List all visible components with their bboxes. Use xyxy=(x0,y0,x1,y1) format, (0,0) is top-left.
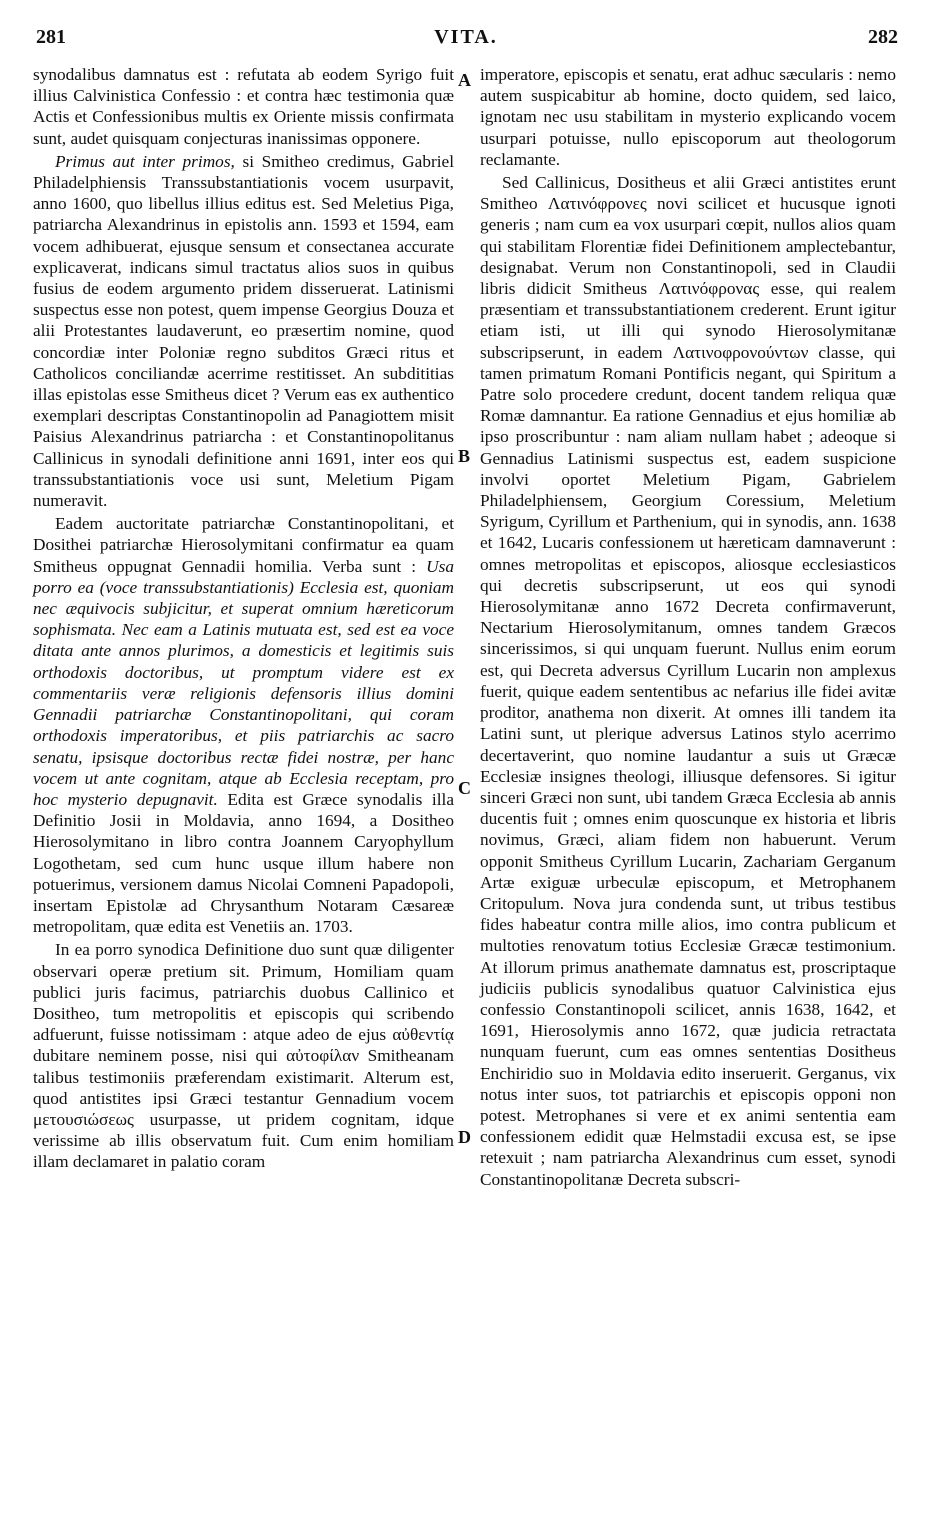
left-paragraph-3-quote: Usa porro ea (voce transsubstantiationis) Ecclesia est, quoniam nec æquivocis subjicitur, et superat omnium hæreticorum sophismata. Nec eam a Latinis mutuata est, sed est ea voce ditata ante annos plurimos, a domesticis et legitimis suis orthodoxis doctoribus, ut promptum videre est ex commentariis veræ religionis defensoris illius domini Gennadii patriarchæ Constantinopolitani, qui coram orthodoxis imperatoribus, et piis patriarchis ac sacro senatu, ipsisque doctoribus rectæ fidei nostræ, per hanc vocem ut ante cognitam, atque ab Ecclesia receptam, pro hoc mysterio depugnavit. xyxy=(33,556,454,809)
left-paragraph-4: In ea porro synodica Definitione duo sunt quæ diligenter observari operæ pretium sit. Primum, Homiliam quam publici juris facimus, patriarchis duobus Callinico et Dositheo, tum metropolitis et episcopis qui scribendo adfuerunt, fuisse notissimam : atque adeo de ejus αὐθεντίᾳ dubitare neminem posse, nisi qui αὐτοφίλαν Smitheanam talibus testimoniis præferendam existimarit. Alterum est, quod antistites ipsi Græci testantur Gennadium vocem μετουσιώσεως usurpasse, ut pridem cognitam, idque verissime ab illis observatum fuit. Cum enim homiliam illam declamaret in palatio coram xyxy=(33,940,454,1172)
right-column xyxy=(480,64,896,1190)
left-paragraph-2-text: si Smitheo credimus, Gabriel Philadelphiensis Transsubstantiationis vocem usurpavit, anno 1600, quo libellus illius editus est. Sed Meletius Piga, patriarcha Alexandrinus in epistolis ann. 1593 et 1594, eam vocem adhibuerat, ejusque sensum et consectanea accurate explicaverat, indicans simul tractatus alios suos in quibus fusius de eodem argumento pridem disseruerat. Latinismi suspectus esse non potest, quem impense Georgius Douza et alii Protestantes laudaverunt, eo præsertim nomine, quod concordiæ inter Poloniæ regno subditos Græci ritus et Catholicos conciliandæ acerrime restitisset. An subdititias illas epistolas esse Smitheus dicet ? Verum eas ex authentico exemplari descriptas Constantinopolin ad Panagiottem misit Paisius Alexandrinus patriarcha : et Constantinopolitanus Callinicus in synodali definitione anni 1691, inter eos qui transsubstantiationis voce usi sunt, Meletium Pigam numeravit. xyxy=(33,151,454,511)
left-column xyxy=(33,64,454,1173)
left-paragraph-3 xyxy=(33,513,454,937)
running-title: VITA. xyxy=(434,26,498,48)
page-header xyxy=(28,26,904,58)
page-number-right: 282 xyxy=(868,26,898,48)
right-paragraph-1: imperatore, episcopis et senatu, erat adhuc sæcularis : nemo autem suspicabitur ab homine, docto quidem, sed laico, ignotam nec usu stabilitam in mysterio explicando vocem usurpari potuisse, nullo episcoporum aut theologorum reclamante. xyxy=(480,65,896,169)
margin-marker-a: A xyxy=(458,70,471,90)
page-number-left: 281 xyxy=(36,26,66,48)
margin-marker-b: B xyxy=(458,446,471,466)
right-paragraph-2: Sed Callinicus, Dositheus et alii Græci antistites erunt Smitheo Λατινόφρονες novi scilicet et hucusque ignoti generis ; nam cum ea vox usurpari cœpit, nullos alios quam qui stabilitam Florentiæ fidei Definitionem amplectebantur, designabat. Verum non Constantinopoli, sed in Claudii libris didicit Smitheus Λατινόφρονας esse, qui realem præsentiam et transsubstantiationem crederent. Erunt igitur etiam isti, ut illi qui synodo Hierosolymitanæ subscripserunt, in eadem Λατινοφρονούντων classe, qui tamen primatum Romani Pontificis negant, qui Spiritum a Patre solo procedere credunt, docent tandem reliqua quæ Romæ damnantur. Ea ratione Gennadius et ejus homiliæ ab ipso proscribuntur : nam aliam nullam habet ; adeoque si Gennadius Latinismi suspectus est, eadem suspicione involvi oportet Meletium Pigam, Gabrielem Philadelphiensem, Georgium Coressium, Meletium Syrigum, Cyrillum et Parthenium, qui in synodis, ann. 1638 et 1642, Lucaris confessionem ut hæreticam damnaverunt : omnes metropolitas et episcopos, aliosque ecclesiasticos qui decretis subscripserunt, ut eos qui synodi Hierosolymitanæ anno 1672 Decreta confirmaverunt, Nectarium Hierosolymitanum, omnes tandem Græcos sincerissimos, si qui unquam fuerunt. Nullus enim eorum est, qui Decreta adversus Cyrillum Lucarin non amplexus fuerit, quique eadem sententibus ac nefarius ille fidei avitæ proditor, anathema non dixerit. At omnes illi tandem ita Latini sunt, ut plerique adversus Latinos stylo acerrimo decertaverint, quo nomine laudantur a suis ut Græcæ Ecclesiæ insignes theologi, illiusque defensores. Si igitur sinceri Græci non sunt, ubi tandem Græca Ecclesia ab annis ducentis fuit ; omnes enim quoscunque ex historia et libris novimus, Græci, aliam fidem non habuerunt. Verum opponit Smitheus Cyrillum Lucarin, Zachariam Gerganum Artæ exiguæ urbeculæ episcopum, et Metrophanem Critopulum. Nova jura condenda sunt, ut tribus testibus fides habeatur contra mille alios, imo contra publicum et multoties renovatum totius Ecclesiæ Græcæ testimonium. At illorum primus anathemate damnatus est, proscriptaque judiciis publicis synodalibus quatuor Calvinistica ejus confessio Constantinopoli scilicet, annis 1638, 1642, et 1691, Hierosolymis anno 1672, quæ judicia retractata nunquam fuerunt, cum eas omnes sententias Dositheus Enchiridio suo in Moldavia edito inseruerit. Gerganus, vix notus inter suos, tot patriarchis et episcopis opponi non potest. Metrophanes si vere et ex animi sententia eam confessionem edidit quæ Helmstadii excusa est, se ipse retexuit ; nam patriarcha Alexandrinus cum esset, synodi Constantinopolitanæ Decreta subscri- xyxy=(480,173,896,1189)
left-paragraph-3-intro: Eadem auctoritate patriarchæ Constantinopolitani, et Dosithei patriarchæ Hierosolymitani confirmatur ea quam Smitheus oppugnat Gennadii homilia. Verba sunt : xyxy=(33,514,454,576)
left-paragraph-3-rest: Edita est Græce synodalis illa Definitio Josii in Moldavia, anno 1694, a Dositheo Hierosolymitano in libro contra Joannem Caryophyllum Logothetam, sed cum hunc usque illum habere non potuerimus, versionem damus Nicolai Comneni Papadopoli, insertam Epistolæ ad Chrysanthum Notaram Cæsareæ metropolitam, quæ edita est Venetiis an. 1703. xyxy=(33,789,455,937)
margin-marker-d: D xyxy=(458,1127,471,1147)
left-paragraph-1: synodalibus damnatus est : refutata ab eodem Syrigo fuit illius Calvinistica Confessio : et contra hæc testimonia quæ Actis et Confessionibus multis ex Oriente missis confirmata sunt, audet quisquam conjecturas inanissimas opponere. xyxy=(33,65,454,148)
left-paragraph-2-italic: Primus aut inter primos, xyxy=(55,151,235,171)
left-paragraph-2 xyxy=(33,151,454,511)
margin-marker-c: C xyxy=(458,778,471,798)
